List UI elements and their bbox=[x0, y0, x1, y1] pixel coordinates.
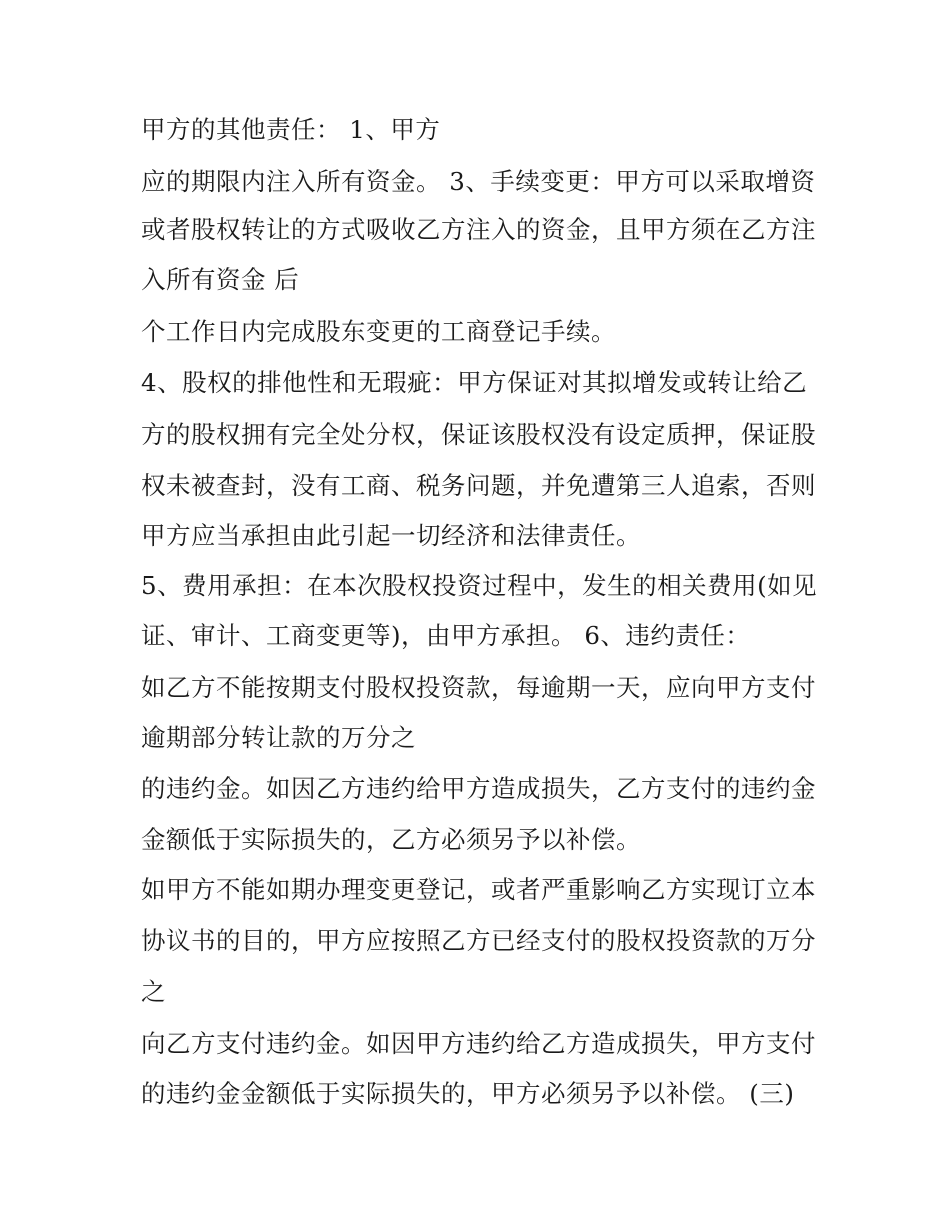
text-line: 的违约金。如因乙方违约给甲方造成损失，乙方支付的违约金 bbox=[141, 774, 816, 803]
text-line: 协议书的目的，甲方应按照乙方已经支付的股权投资款的万分 bbox=[141, 926, 816, 955]
text-line: 向乙方支付违约金。如因甲方违约给乙方造成损失，甲方支付 bbox=[141, 1029, 816, 1058]
text-line: 权未被查封，没有工商、税务问题，并免遭第三人追索，否则 bbox=[141, 471, 816, 500]
text-line: 甲方应当承担由此引起一切经济和法律责任。 bbox=[141, 521, 641, 550]
text-line: 个工作日内完成股东变更的工商登记手续。 bbox=[141, 317, 616, 346]
text-line: 5、费用承担：在本次股权投资过程中，发生的相关费用(如见 bbox=[141, 571, 818, 600]
text-line: 逾期部分转让款的万分之 bbox=[141, 723, 416, 752]
text-line: 之 bbox=[141, 977, 166, 1006]
text-line: 金额低于实际损失的，乙方必须另予以补偿。 bbox=[141, 825, 641, 854]
text-line: 证、审计、工商变更等)，由甲方承担。 6、违约责任： bbox=[141, 621, 751, 650]
text-line: 甲方的其他责任： 1、甲方 bbox=[141, 115, 441, 144]
text-line: 的违约金金额低于实际损失的，甲方必须另予以补偿。 (三) bbox=[141, 1079, 795, 1108]
text-line: 入所有资金 后 bbox=[141, 265, 300, 294]
text-line: 方的股权拥有完全处分权，保证该股权没有设定质押，保证股 bbox=[141, 420, 816, 449]
text-line: 如甲方不能如期办理变更登记，或者严重影响乙方实现订立本 bbox=[141, 875, 816, 904]
text-line: 如乙方不能按期支付股权投资款，每逾期一天，应向甲方支付 bbox=[141, 673, 816, 702]
text-line: 或者股权转让的方式吸收乙方注入的资金，且甲方须在乙方注 bbox=[141, 215, 816, 244]
text-line: 应的期限内注入所有资金。 3、手续变更：甲方可以采取增资 bbox=[141, 167, 816, 196]
text-line: 4、股权的排他性和无瑕疵：甲方保证对其拟增发或转让给乙 bbox=[141, 368, 808, 397]
